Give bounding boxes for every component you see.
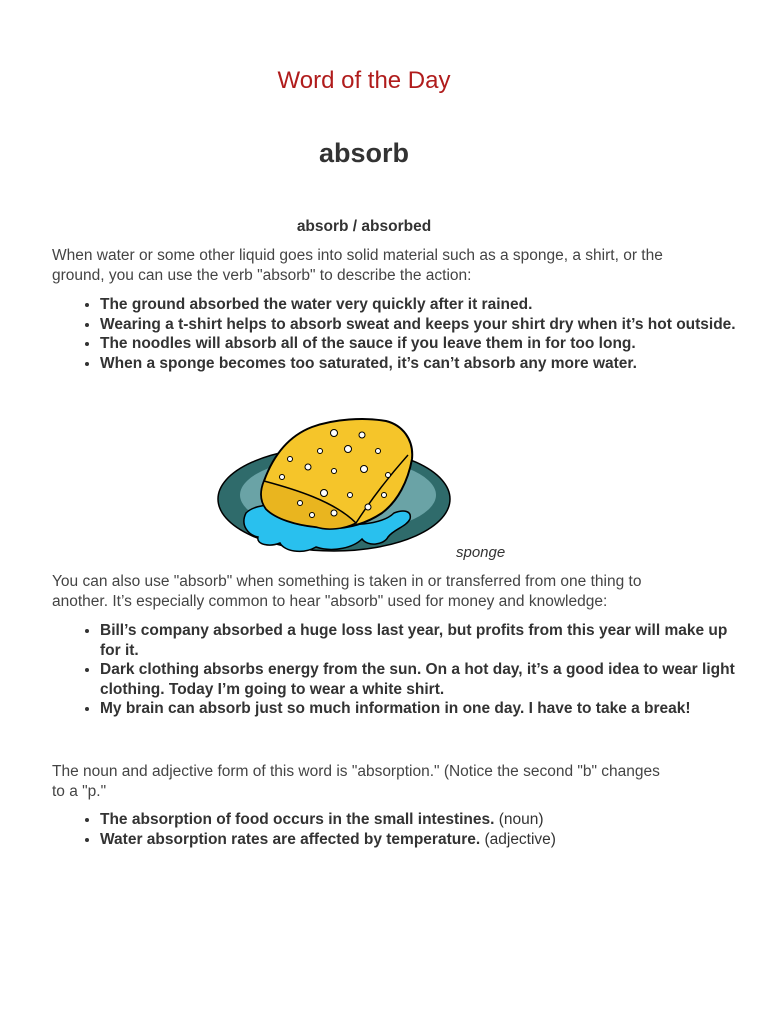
examples-transfer-list	[52, 621, 740, 719]
examples-noun-list	[52, 810, 740, 849]
image-caption: sponge	[456, 544, 506, 561]
list-item: • My brain can absorb just so much information in one day. I have to take a break!	[100, 699, 740, 719]
list-item: • Water absorption rates are affected by temperature. (adjective)	[100, 830, 740, 850]
examples-liquid-list	[52, 295, 740, 373]
list-item: • Dark clothing absorbs energy from the sun. On a hot day, it’s a good idea to wear light clothing. Today I’m going to wear a white shirt.	[100, 660, 740, 699]
list-item: • Wearing a t-shirt helps to absorb sweat and keeps your shirt dry when it’s hot outside.	[100, 315, 740, 335]
sponge-on-plate-illustration	[216, 415, 456, 555]
list-item: • The noodles will absorb all of the sauce if you leave them in for too long.	[100, 334, 740, 354]
word-forms: absorb / absorbed	[296, 218, 432, 235]
noun-paragraph: The noun and adjective form of this word is "absorption." (Notice the second "b" changes to a "p."	[52, 763, 660, 800]
page-title: Word of the Day	[277, 67, 451, 94]
list-item: • The absorption of food occurs in the small intestines. (noun)	[100, 810, 740, 830]
list-item: • The ground absorbed the water very quickly after it rained.	[100, 295, 740, 315]
headword: absorb	[318, 138, 410, 168]
transfer-paragraph: You can also use "absorb" when something is taken in or transferred from one thing to another. It’s especially common to hear "absorb" used for money and knowledge:	[52, 573, 642, 610]
list-item: • When a sponge becomes too saturated, it’s can’t absorb any more water.	[100, 354, 740, 374]
intro-paragraph: When water or some other liquid goes into solid material such as a sponge, a shirt, or the ground, you can use the verb "absorb" to describe the action:	[52, 247, 663, 284]
list-item: • Bill’s company absorbed a huge loss last year, but profits from this year will make up for it.	[100, 621, 740, 660]
